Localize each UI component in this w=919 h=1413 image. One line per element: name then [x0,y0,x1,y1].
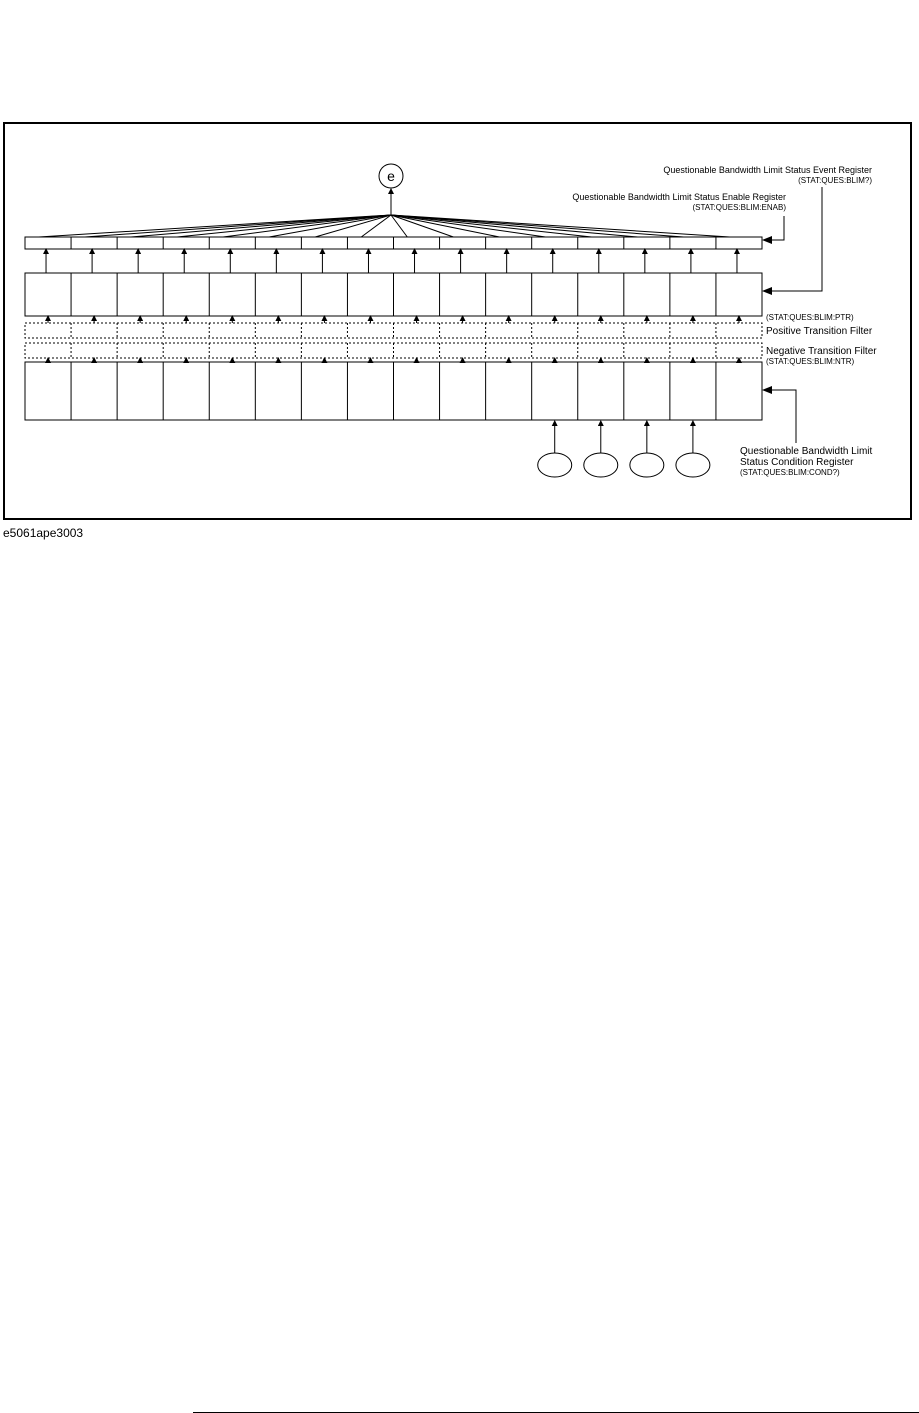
condition-register-line1: Questionable Bandwidth Limit [740,446,873,457]
event-register-connector-head [762,287,772,295]
or-gate-line [391,215,638,237]
input-ellipse-f2 [630,453,664,477]
or-gate-line [85,215,391,237]
event-register-name: Questionable Bandwidth Limit Status Event Register [663,165,872,175]
positive-filter-label: Positive Transition Filter [766,326,873,337]
ntr-command: (STAT:QUES:BLIM:NTR) [766,357,855,366]
condition-register-connector [772,390,796,443]
negative-filter-label: Negative Transition Filter [766,346,877,357]
figure-caption: e5061ape3003 [3,526,84,540]
register-grid [25,215,762,477]
condition-register-command: (STAT:QUES:BLIM:COND?) [740,468,840,477]
condition-register-connector-head [762,386,772,394]
condition-register-line2: Status Condition Register [740,457,854,468]
enable-register-name: Questionable Bandwidth Limit Status Enable Register [572,192,786,202]
summary-bit-label: e [387,168,395,184]
input-ellipse-f4 [538,453,572,477]
input-ellipse-f1 [676,453,710,477]
register-diagram [0,0,919,540]
input-ellipse-f3 [584,453,618,477]
event-register-command: (STAT:QUES:BLIM?) [798,176,872,185]
ptr-command: (STAT:QUES:BLIM:PTR) [766,313,854,322]
enable-register-connector-head [762,236,772,244]
enable-register-connector [772,216,784,240]
enable-register-command: (STAT:QUES:BLIM:ENAB) [692,203,786,212]
or-gate-line [391,215,546,237]
